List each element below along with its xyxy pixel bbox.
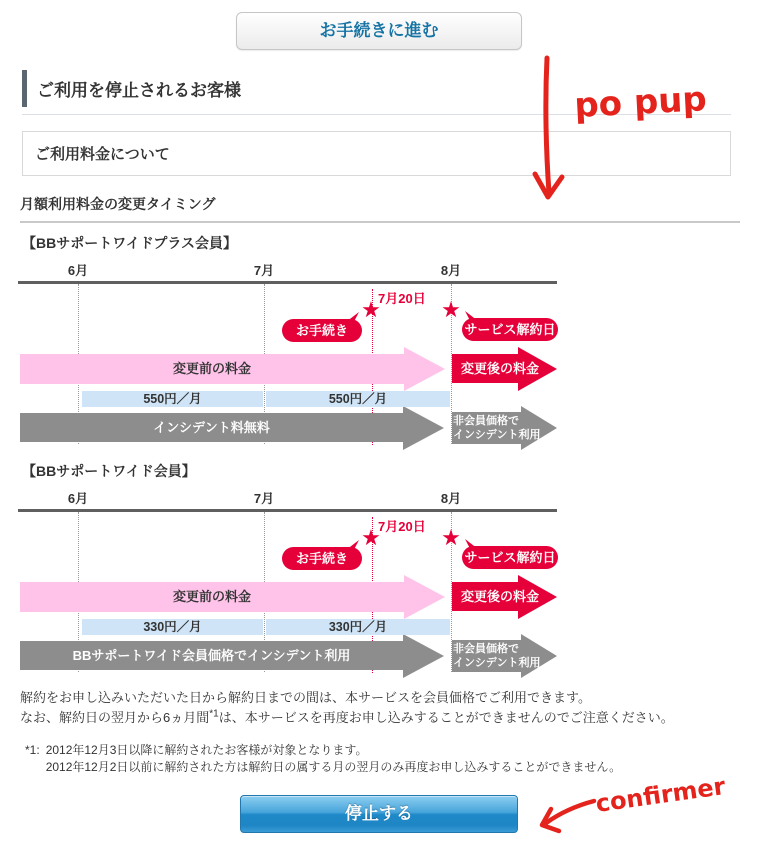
price-bar-2: 550円／月 [266, 391, 450, 407]
diagram-wide-member [0, 486, 758, 676]
date-label-july20: 7月20日 [378, 519, 426, 534]
timeline-axis [18, 281, 557, 284]
footnote-body [46, 742, 621, 776]
procedure-badge-label: お手続き [295, 323, 348, 338]
price-bar-2: 330円／月 [266, 619, 450, 635]
nonmember-line2: インシデント利用 [453, 657, 541, 669]
footnote-line1: 2012年12月3日以降に解約されたお客様が対象となります。 [45, 743, 368, 757]
diagram-plus-member [0, 258, 758, 448]
top-button-area [0, 0, 758, 50]
cancellation-notes [20, 688, 744, 728]
before-price-arrow: 変更前の料金 [20, 354, 404, 384]
cancel-date-badge [462, 318, 558, 341]
after-price-arrow-label: 変更後の料金 [460, 361, 539, 376]
nonmember-arrow-label [453, 414, 553, 442]
footnote-marker: *1: [25, 743, 40, 757]
page-title: ご利用を停止されるお客様 [22, 70, 731, 107]
month-label-july: 7月 [253, 263, 275, 278]
before-price-arrow: 変更前の料金 [20, 582, 404, 612]
cancel-date-badge-label: サービス解約日 [464, 550, 556, 565]
note-line1: 解約をお申し込みいただいた日から解約日までの間は、本サービスを会員価格でご利用できます。 [20, 690, 591, 705]
price-bar-1: 550円／月 [82, 391, 263, 407]
footnote [25, 742, 740, 776]
nonmember-line1: 非会員価格で [453, 415, 519, 427]
timing-title: 月額利用料金の変更タイミング [20, 196, 216, 212]
nonmember-arrow-label [453, 642, 553, 670]
badge-tail [346, 540, 359, 550]
month-label-august: 8月 [440, 263, 462, 278]
star-icon: ★ [361, 525, 381, 550]
fee-section-title: ご利用料金について [22, 131, 731, 176]
footnote-ref: *1 [209, 708, 219, 720]
month-label-june: 6月 [67, 263, 89, 278]
procedure-badge [282, 319, 362, 342]
badge-tail [346, 312, 359, 322]
section-heading-wrap [22, 70, 731, 115]
badge-tail [465, 311, 478, 321]
timeline-axis [18, 509, 557, 512]
note-line2-post: は、本サービスを再度お申し込みすることができませんのでご注意ください。 [218, 710, 674, 725]
before-price-arrow-head [404, 575, 445, 619]
cancel-date-badge-label: サービス解約日 [464, 322, 556, 337]
diagram1-heading: 【BBサポートワイドプラス会員】 [22, 235, 237, 251]
month-label-june: 6月 [67, 491, 89, 506]
month-label-july: 7月 [253, 491, 275, 506]
star-icon: ★ [441, 525, 461, 550]
diagram2-heading: 【BBサポートワイド会員】 [22, 463, 196, 479]
divider [20, 221, 740, 223]
incident-arrow: BBサポートワイド会員価格でインシデント利用 [20, 641, 403, 670]
confirmer-annotation-text: confirmer [593, 772, 728, 818]
incident-arrow: インシデント料無料 [20, 413, 403, 442]
incident-arrow-head [403, 406, 444, 450]
star-icon: ★ [361, 297, 381, 322]
nonmember-line1: 非会員価格で [453, 643, 519, 655]
month-label-august: 8月 [440, 491, 462, 506]
stop-button[interactable]: 停止する [240, 795, 518, 833]
incident-arrow-head [403, 634, 444, 678]
proceed-button[interactable]: お手続きに進む [236, 12, 522, 50]
popup-annotation-text: po pup [573, 79, 708, 126]
note-line2-pre: なお、解約日の翌月から6ヵ月間 [20, 710, 210, 725]
footnote-line2: 2012年12月2日以前に解約された方は解約日の属する月の翌月のみ再度お申し込みすることができません。 [45, 760, 622, 774]
badge-tail [465, 539, 478, 549]
after-price-arrow-label: 変更後の料金 [460, 589, 539, 604]
procedure-badge-label: お手続き [295, 551, 348, 566]
before-price-arrow-head [404, 347, 445, 391]
star-icon: ★ [441, 297, 461, 322]
price-bar-1: 330円／月 [82, 619, 263, 635]
date-label-july20: 7月20日 [378, 291, 426, 306]
cancel-date-badge [462, 546, 558, 569]
nonmember-line2: インシデント利用 [453, 429, 541, 441]
procedure-badge [282, 547, 362, 570]
stop-button-area [0, 795, 758, 833]
